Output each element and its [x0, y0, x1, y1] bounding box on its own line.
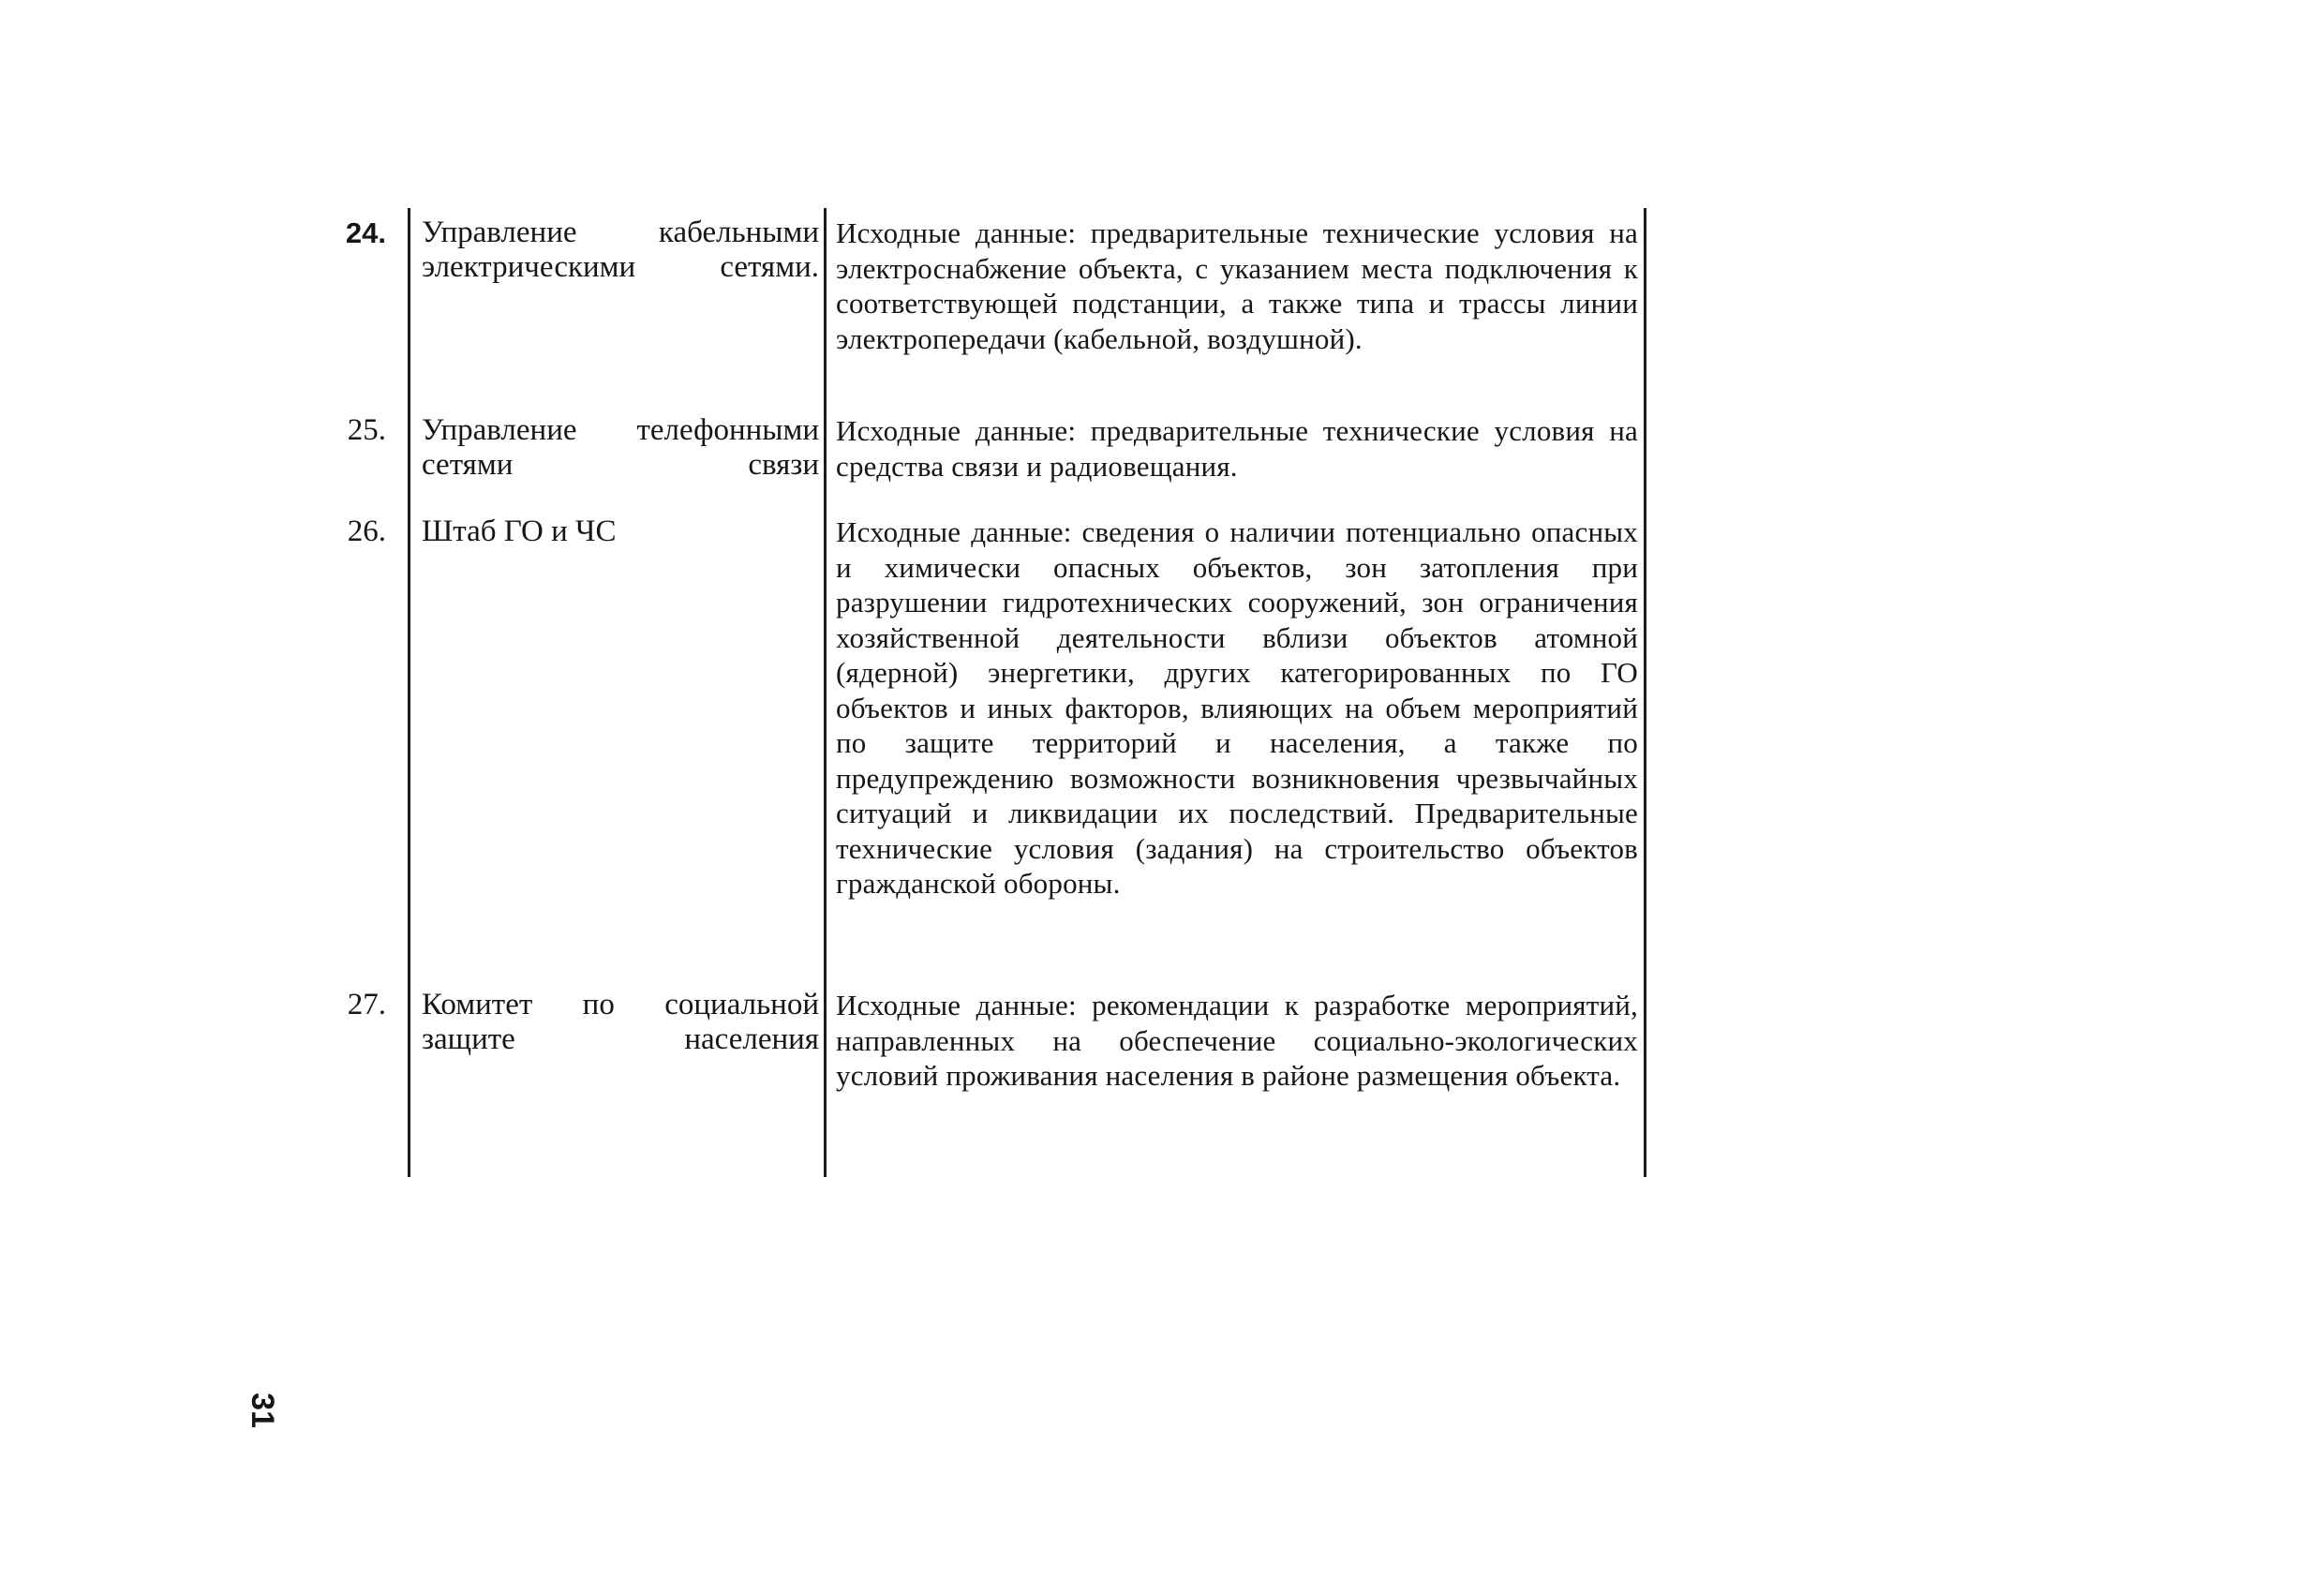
organization-name: Штаб ГО и ЧС [422, 514, 617, 548]
row-number: 24. [345, 216, 386, 249]
column-divider-left [408, 208, 410, 1177]
organization-name: Управление телефонными сетями связи [422, 413, 819, 482]
requirements-table [328, 208, 1649, 1177]
source-data-description: Исходные данные: рекомендации к разработке мероприятий, направленных на обеспечение социально-экологических условий проживания населения в районе размещения объекта. [836, 989, 1638, 1092]
organization-name: Управление кабельными электрическими сетями. [422, 216, 819, 284]
organization-name: Комитет по социальной защите населения [422, 988, 819, 1056]
row-number: 27. [347, 988, 386, 1021]
source-data-description: Исходные данные: предварительные технические условия на электроснабжение объекта, с указанием места подключения к соответствующей подстанции, а также типа и трассы линии электропередачи (кабельной, воздушной). [836, 216, 1638, 355]
row-number: 26. [347, 514, 386, 548]
page-number: 31 [245, 1393, 280, 1428]
column-divider-right [1644, 208, 1646, 1177]
source-data-description: Исходные данные: предварительные технические условия на средства связи и радиовещания. [836, 414, 1638, 483]
row-number: 25. [347, 413, 386, 447]
column-divider-middle [824, 208, 827, 1177]
source-data-description: Исходные данные: сведения о наличии потенциально опасных и химически опасных объектов, зон затопления при разрушении гидротехнических сооружений, зон ограничения хозяйственной деятельности вблизи объектов атомной (ядерной) энергетики, других категорированных по ГО объектов и иных факторов, влияющих на объем мероприятий по защите территорий и населения, а также по предупреждению возможности возникновения чрезвычайных ситуаций и ликвидации их последствий. Предварительные технические условия (задания) на строительство объектов гражданской обороны. [836, 515, 1638, 900]
